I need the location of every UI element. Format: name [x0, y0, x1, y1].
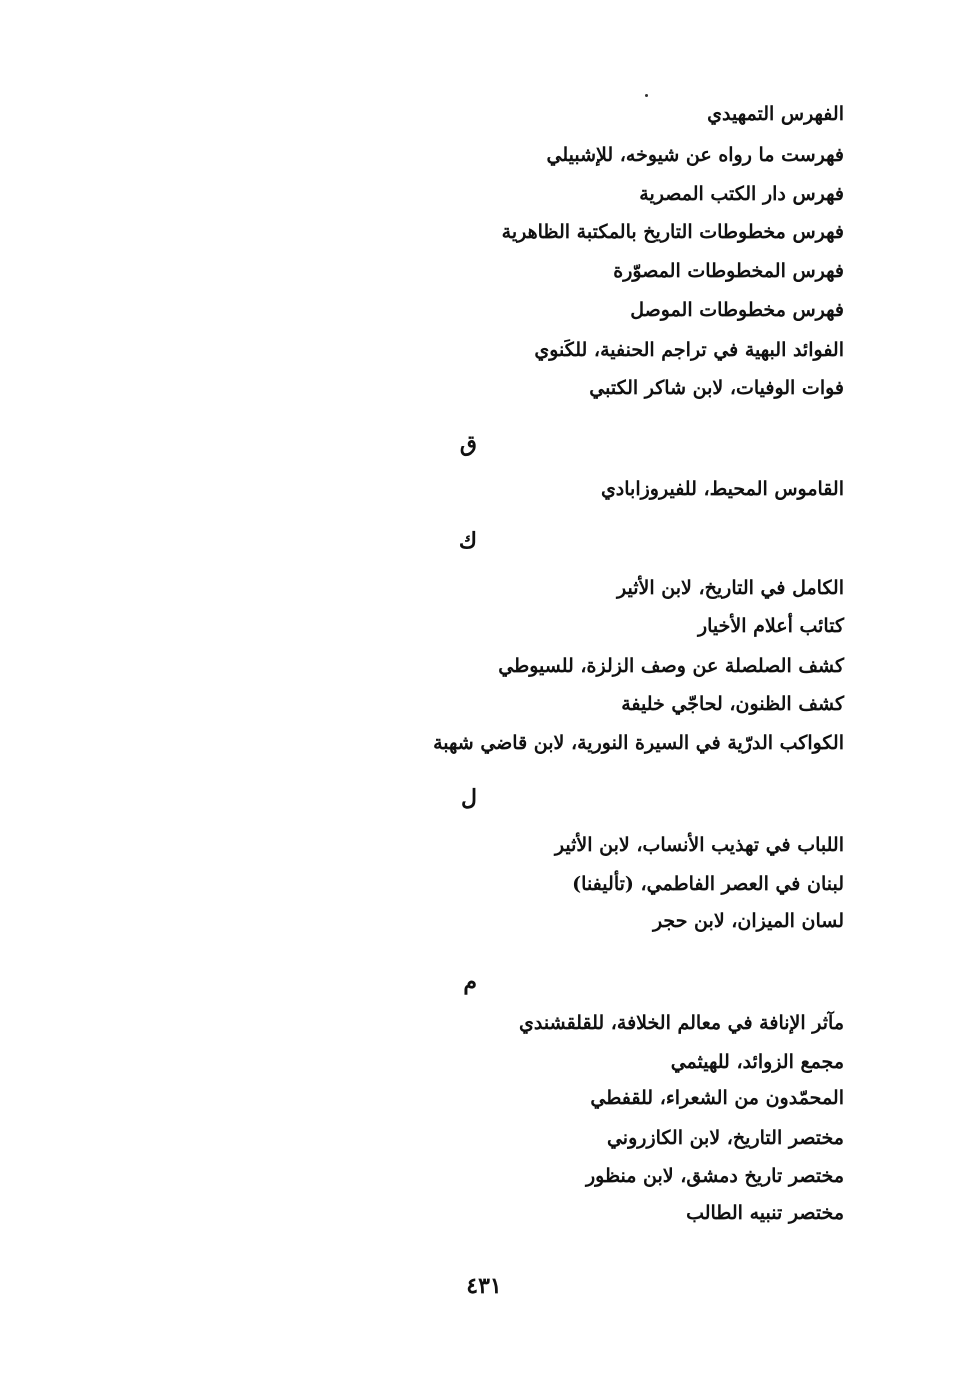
- index-entry: القاموس المحيط، للفيروزابادي: [600, 478, 844, 500]
- index-entry: الفهرس التمهيدي: [707, 103, 844, 125]
- index-entry: كشف الظنون، لحاجّي خليفة: [621, 693, 844, 715]
- section-letter: م: [463, 969, 477, 995]
- index-entry: الكواكب الدرّية في السيرة النورية، لابن قاضي شهبة: [433, 732, 844, 754]
- index-entry: مختصر التاريخ، لابن الكازروني: [606, 1127, 844, 1149]
- index-entry: الكامل في التاريخ، لابن الأثير: [617, 577, 844, 599]
- index-entry: الفوائد البهية في تراجم الحنفية، للكَنوي: [534, 339, 844, 361]
- index-entry: فهرست ما رواه عن شيوخه، للإشبيلي: [546, 144, 844, 166]
- index-entry: لبنان في العصر الفاطمي، (تأليفنا): [572, 873, 844, 895]
- index-entry: مختصر تنبيه الطالب: [686, 1202, 844, 1224]
- index-entry: كشف الصلصلة عن وصف الزلزة، للسيوطي: [498, 655, 844, 677]
- index-entry: اللباب في تهذيب الأنساب، لابن الأثير: [554, 834, 844, 856]
- index-entry: لسان الميزان، لابن حجر: [652, 910, 844, 932]
- section-letter: ك: [458, 528, 477, 554]
- index-entry: كتائب أعلام الأخيار: [697, 615, 844, 637]
- index-entry: فهرس دار الكتب المصرية: [639, 183, 844, 205]
- index-entry: فهرس المخطوطات المصوّرة: [613, 260, 844, 282]
- index-entry: فهرس مخطوطات الموصل: [630, 299, 844, 321]
- index-entry: المحمّدون من الشعراء، للقفطي: [590, 1087, 844, 1109]
- index-entry: فهرس مخطوطات التاريخ بالمكتبة الظاهرية: [501, 221, 844, 243]
- section-letter: ق: [459, 431, 477, 457]
- index-entry: فوات الوفيات، لابن شاكر الكتبي: [589, 377, 844, 399]
- index-entry: مجمع الزوائد، للهيثمي: [670, 1051, 844, 1073]
- index-entry: مختصر تاريخ دمشق، لابن منظور: [585, 1165, 844, 1187]
- page-number: ٤٣١: [466, 1273, 502, 1299]
- ink-speck: [645, 94, 648, 97]
- section-letter: ل: [461, 785, 477, 811]
- index-entry: مآثر الإنافة في معالم الخلافة، للقلقشندي: [519, 1012, 844, 1034]
